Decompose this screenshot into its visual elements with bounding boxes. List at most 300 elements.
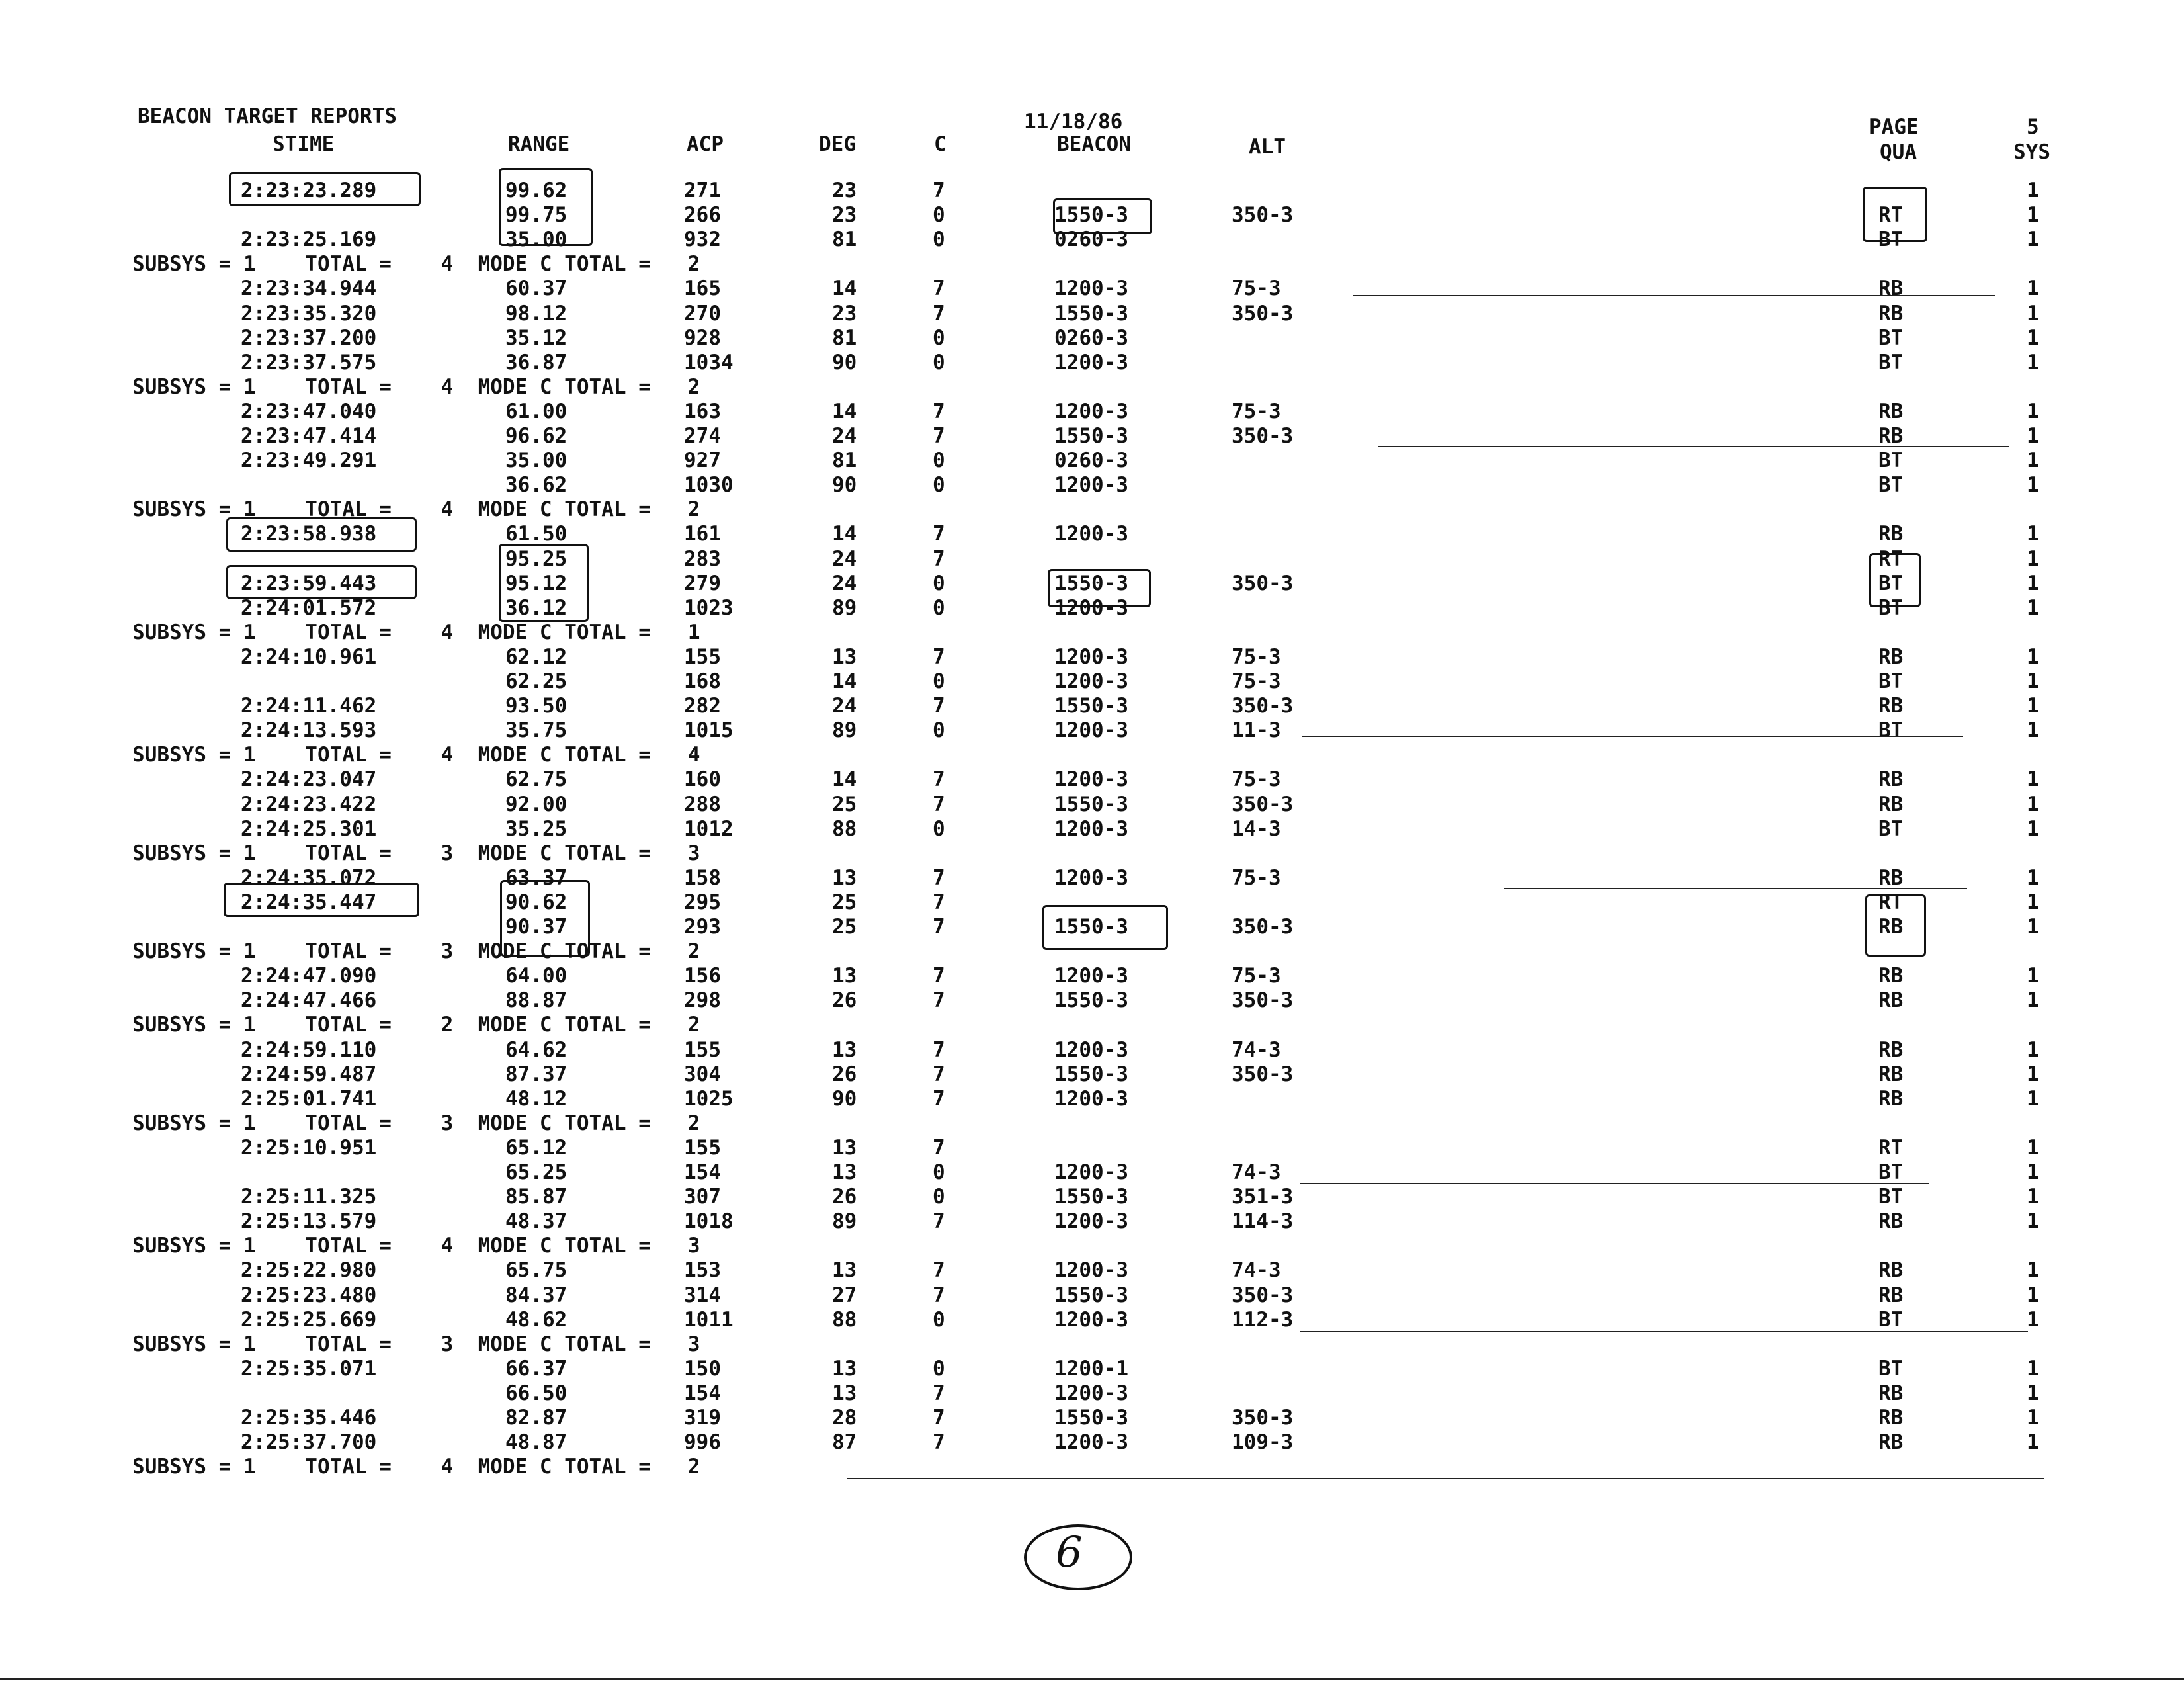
cell-beacon: 1550-3 [1054,1406,1128,1430]
cell-stime: 2:24:23.422 [241,792,377,816]
cell-acp: 274 [684,424,721,448]
cell-qua: BT [1878,449,1904,473]
cell-stime: 2:23:47.414 [241,424,377,448]
cell-beacon: 1550-3 [1054,301,1128,325]
cell-acp: 150 [684,1356,721,1381]
cell-beacon: 1200-3 [1054,1037,1128,1062]
cell-acp: 270 [684,301,721,325]
cell-sys: 1 [2027,546,2039,571]
cell-stime: 2:25:37.700 [241,1430,377,1455]
cell-acp: 155 [684,644,721,669]
handwritten-page-number: 6 [1056,1528,1083,1577]
cell-qua: RB [1878,522,1904,546]
cell-qua: RB [1878,694,1904,718]
cell-range: 48.62 [505,1307,567,1332]
cell-qua: RB [1878,301,1904,325]
cell-range: 62.25 [505,669,567,693]
col-header-qua: QUA [1880,140,1917,164]
cell-deg: 13 [832,1037,857,1062]
cell-deg: 14 [832,399,857,423]
cell-range: 62.12 [505,644,567,669]
cell-c: 7 [933,694,945,718]
cell-deg: 25 [832,792,857,816]
table-row [0,1209,2184,1233]
table-row [0,1283,2184,1307]
cell-alt: 11-3 [1232,718,1281,743]
cell-c: 0 [933,473,945,497]
cell-range: 66.50 [505,1381,567,1405]
cell-stime: 2:25:10.951 [241,1135,377,1160]
cell-qua: RB [1878,1381,1904,1405]
cell-beacon: 1200-3 [1054,816,1128,841]
col-header-alt: ALT [1249,135,1286,159]
cell-qua: RB [1878,1283,1904,1307]
cell-range: 48.87 [505,1430,567,1455]
cell-beacon: 1550-3 [1054,694,1128,718]
page-label: PAGE [1869,115,1919,139]
cell-range: 84.37 [505,1283,567,1307]
cell-stime: 2:24:47.090 [241,964,377,988]
col-header-stime: STIME [273,132,335,156]
cell-qua: RB [1878,424,1904,448]
cell-deg: 26 [832,988,857,1013]
cell-qua: RB [1878,1258,1904,1283]
table-row [0,1087,2184,1111]
table-row [0,1406,2184,1430]
cell-qua: RB [1878,1209,1904,1234]
cell-qua: BT [1878,1185,1904,1209]
cell-alt: 75-3 [1232,767,1281,792]
cell-qua: RB [1878,1430,1904,1455]
cell-alt: 75-3 [1232,644,1281,669]
cell-acp: 158 [684,865,721,890]
subsys-total-row [0,1455,2184,1479]
cell-qua: RT [1878,546,1904,571]
table-row [0,1160,2184,1184]
cell-acp: 314 [684,1283,721,1307]
subsys-total-row [0,252,2184,276]
cell-deg: 81 [832,449,857,473]
cell-range: 36.87 [505,350,567,374]
cell-alt: 350-3 [1232,424,1294,448]
cell-deg: 14 [832,522,857,546]
cell-range: 93.50 [505,694,567,718]
cell-qua: BT [1878,1356,1904,1381]
cell-deg: 23 [832,179,857,202]
page-bottom-edge [0,1678,2184,1680]
cell-acp: 271 [684,179,721,202]
cell-alt: 350-3 [1232,694,1294,718]
cell-alt: 350-3 [1232,1062,1294,1086]
cell-c: 0 [933,1356,945,1381]
cell-stime: 2:25:23.480 [241,1283,377,1307]
cell-sys: 1 [2027,1406,2039,1430]
cell-sys: 1 [2027,964,2039,988]
cell-range: 62.75 [505,767,567,792]
cell-range: 90.37 [505,915,567,939]
handwritten-box [1048,569,1151,607]
cell-c: 7 [933,890,945,914]
cell-beacon: 1200-3 [1054,1307,1128,1332]
cell-sys: 1 [2027,424,2039,448]
cell-acp: 155 [684,1037,721,1062]
cell-deg: 14 [832,277,857,301]
cell-alt: 350-3 [1232,1283,1294,1307]
table-row [0,277,2184,300]
subsys-total-row [0,1332,2184,1356]
cell-acp: 155 [684,1135,721,1160]
cell-beacon: 1200-3 [1054,473,1128,497]
cell-stime: 2:24:10.961 [241,644,377,669]
cell-sys: 1 [2027,865,2039,890]
table-row [0,424,2184,448]
cell-sys: 1 [2027,1283,2039,1307]
cell-range: 63.37 [505,865,567,890]
cell-sys: 1 [2027,1356,2039,1381]
subsys-total-text: SUBSYS = 1 TOTAL = 3 MODE C TOTAL = 3 [132,1332,700,1356]
subsys-total-row [0,1234,2184,1258]
cell-range: 48.12 [505,1086,567,1111]
cell-alt: 351-3 [1232,1185,1294,1209]
cell-beacon: 1200-3 [1054,669,1128,693]
cell-sys: 1 [2027,449,2039,473]
cell-qua: BT [1878,571,1904,595]
cell-sys: 1 [2027,350,2039,374]
cell-beacon: 1200-3 [1054,399,1128,423]
cell-acp: 304 [684,1062,721,1086]
table-row [0,473,2184,497]
table-row [0,1038,2184,1062]
subsys-total-row [0,375,2184,399]
cell-beacon: 1200-3 [1054,1258,1128,1283]
cell-alt: 350-3 [1232,203,1294,228]
subsys-total-row [0,743,2184,767]
cell-c: 7 [933,1258,945,1283]
cell-deg: 14 [832,767,857,792]
table-row [0,645,2184,669]
cell-range: 95.25 [505,546,567,571]
table-row [0,817,2184,841]
cell-sys: 1 [2027,1258,2039,1283]
cell-acp: 928 [684,325,721,350]
cell-range: 35.00 [505,228,567,252]
cell-qua: RB [1878,277,1904,301]
table-row [0,326,2184,350]
cell-beacon: 1550-3 [1054,424,1128,448]
table-row [0,964,2184,988]
cell-deg: 81 [832,228,857,252]
handwritten-line [1300,1331,2028,1332]
cell-sys: 1 [2027,792,2039,816]
table-row [0,1381,2184,1405]
cell-qua: RB [1878,1037,1904,1062]
cell-range: 61.50 [505,522,567,546]
cell-range: 96.62 [505,424,567,448]
cell-sys: 1 [2027,767,2039,792]
subsys-total-text: SUBSYS = 1 TOTAL = 4 MODE C TOTAL = 2 [132,374,700,399]
cell-qua: BT [1878,816,1904,841]
cell-acp: 1025 [684,1086,734,1111]
cell-acp: 1015 [684,718,734,743]
cell-stime: 2:25:25.669 [241,1307,377,1332]
cell-sys: 1 [2027,988,2039,1013]
cell-stime: 2:23:37.200 [241,325,377,350]
cell-stime: 2:23:47.040 [241,399,377,423]
cell-range: 82.87 [505,1406,567,1430]
cell-stime: 2:25:35.071 [241,1356,377,1381]
cell-c: 7 [933,1209,945,1234]
cell-alt: 75-3 [1232,277,1281,301]
cell-beacon: 1200-3 [1054,595,1128,620]
cell-beacon: 0260-3 [1054,325,1128,350]
subsys-total-text: SUBSYS = 1 TOTAL = 4 MODE C TOTAL = 3 [132,1234,700,1258]
cell-beacon: 1200-3 [1054,1381,1128,1405]
cell-c: 7 [933,1283,945,1307]
col-header-beacon: BEACON [1057,132,1131,156]
cell-sys: 1 [2027,203,2039,228]
cell-acp: 307 [684,1185,721,1209]
cell-deg: 88 [832,1307,857,1332]
cell-alt: 350-3 [1232,301,1294,325]
cell-qua: RB [1878,644,1904,669]
cell-c: 0 [933,595,945,620]
cell-deg: 23 [832,301,857,325]
cell-acp: 1030 [684,473,734,497]
cell-stime: 2:25:11.325 [241,1185,377,1209]
cell-acp: 293 [684,915,721,939]
cell-acp: 1034 [684,350,734,374]
cell-qua: BT [1878,718,1904,743]
cell-stime: 2:24:13.593 [241,718,377,743]
cell-c: 7 [933,792,945,816]
table-row [0,351,2184,374]
cell-qua: BT [1878,350,1904,374]
cell-stime: 2:23:58.938 [241,522,377,546]
cell-c: 7 [933,179,945,202]
cell-c: 7 [933,1037,945,1062]
cell-c: 0 [933,203,945,228]
cell-stime: 2:23:34.944 [241,277,377,301]
cell-acp: 1011 [684,1307,734,1332]
cell-range: 36.62 [505,473,567,497]
handwritten-line [1302,736,1963,737]
cell-qua: RB [1878,792,1904,816]
cell-c: 0 [933,350,945,374]
cell-range: 98.12 [505,301,567,325]
cell-alt: 74-3 [1232,1258,1281,1283]
cell-deg: 13 [832,1356,857,1381]
cell-beacon: 1200-3 [1054,644,1128,669]
cell-acp: 154 [684,1381,721,1405]
handwritten-line [847,1478,2044,1479]
table-row [0,1308,2184,1332]
cell-c: 7 [933,1406,945,1430]
cell-qua: BT [1878,669,1904,693]
cell-stime: 2:23:25.169 [241,228,377,252]
cell-deg: 87 [832,1430,857,1455]
table-row [0,449,2184,472]
table-row [0,302,2184,325]
col-header-sys: SYS [2013,140,2050,164]
cell-sys: 1 [2027,1307,2039,1332]
table-row [0,1430,2184,1454]
cell-sys: 1 [2027,595,2039,620]
cell-stime: 2:25:22.980 [241,1258,377,1283]
cell-stime: 2:23:35.320 [241,301,377,325]
cell-acp: 279 [684,571,721,595]
cell-beacon: 1550-3 [1054,915,1128,939]
cell-sys: 1 [2027,816,2039,841]
handwritten-box [500,880,590,957]
table-row [0,400,2184,423]
cell-range: 92.00 [505,792,567,816]
subsys-total-text: SUBSYS = 1 TOTAL = 3 MODE C TOTAL = 2 [132,1111,700,1135]
cell-range: 95.12 [505,571,567,595]
cell-c: 7 [933,915,945,939]
cell-deg: 14 [832,669,857,693]
cell-acp: 288 [684,792,721,816]
handwritten-box [499,544,589,622]
handwritten-box [1863,187,1927,242]
cell-qua: BT [1878,1307,1904,1332]
cell-sys: 1 [2027,1430,2039,1455]
cell-alt: 74-3 [1232,1160,1281,1184]
cell-alt: 75-3 [1232,964,1281,988]
table-row [0,793,2184,816]
cell-deg: 13 [832,865,857,890]
cell-beacon: 0260-3 [1054,449,1128,473]
cell-beacon: 1550-3 [1054,1062,1128,1086]
cell-deg: 81 [832,325,857,350]
cell-c: 7 [933,424,945,448]
cell-beacon: 1550-3 [1054,571,1128,595]
subsys-total-text: SUBSYS = 1 TOTAL = 4 MODE C TOTAL = 2 [132,497,700,522]
cell-range: 64.62 [505,1037,567,1062]
cell-range: 35.12 [505,325,567,350]
cell-stime: 2:24:35.447 [241,890,377,914]
cell-beacon: 1200-3 [1054,718,1128,743]
cell-deg: 89 [832,1209,857,1234]
cell-c: 0 [933,718,945,743]
cell-stime: 2:25:35.446 [241,1406,377,1430]
cell-beacon: 1200-3 [1054,350,1128,374]
cell-qua: RB [1878,1406,1904,1430]
cell-c: 0 [933,325,945,350]
cell-sys: 1 [2027,1062,2039,1086]
cell-acp: 932 [684,228,721,252]
handwritten-box [1865,894,1926,957]
cell-beacon: 1200-3 [1054,1430,1128,1455]
handwritten-box [226,565,417,599]
cell-qua: RB [1878,964,1904,988]
cell-acp: 295 [684,890,721,914]
cell-beacon: 1200-3 [1054,1086,1128,1111]
cell-range: 87.37 [505,1062,567,1086]
cell-c: 7 [933,865,945,890]
cell-range: 35.00 [505,449,567,473]
cell-range: 88.87 [505,988,567,1013]
cell-c: 7 [933,1381,945,1405]
cell-stime: 2:25:13.579 [241,1209,377,1234]
cell-deg: 13 [832,1381,857,1405]
handwritten-box [1042,905,1168,950]
cell-range: 85.87 [505,1185,567,1209]
cell-alt: 109-3 [1232,1430,1294,1455]
col-header-range: RANGE [508,132,570,156]
cell-c: 7 [933,301,945,325]
report-title: BEACON TARGET REPORTS [138,105,397,128]
cell-sys: 1 [2027,1381,2039,1405]
handwritten-line [1378,446,2009,447]
cell-c: 0 [933,1160,945,1184]
handwritten-box [226,517,417,552]
table-row [0,1258,2184,1282]
col-header-c: C [934,132,946,156]
cell-qua: BT [1878,325,1904,350]
cell-stime: 2:24:25.301 [241,816,377,841]
cell-alt: 74-3 [1232,1037,1281,1062]
subsys-total-text: SUBSYS = 1 TOTAL = 3 MODE C TOTAL = 2 [132,939,700,964]
cell-sys: 1 [2027,571,2039,595]
cell-sys: 1 [2027,1086,2039,1111]
cell-acp: 1023 [684,595,734,620]
cell-qua: BT [1878,595,1904,620]
cell-range: 35.25 [505,816,567,841]
cell-range: 60.37 [505,277,567,301]
cell-deg: 27 [832,1283,857,1307]
cell-deg: 23 [832,203,857,228]
cell-sys: 1 [2027,1185,2039,1209]
cell-c: 7 [933,964,945,988]
cell-stime: 2:24:01.572 [241,595,377,620]
cell-stime: 2:24:47.466 [241,988,377,1013]
cell-alt: 114-3 [1232,1209,1294,1234]
cell-c: 0 [933,571,945,595]
cell-beacon: 0260-3 [1054,228,1128,252]
cell-sys: 1 [2027,473,2039,497]
cell-c: 7 [933,1430,945,1455]
cell-sys: 1 [2027,718,2039,743]
cell-deg: 88 [832,816,857,841]
subsys-total-text: SUBSYS = 1 TOTAL = 2 MODE C TOTAL = 2 [132,1013,700,1037]
cell-sys: 1 [2027,694,2039,718]
cell-deg: 13 [832,1258,857,1283]
cell-beacon: 1550-3 [1054,203,1128,228]
handwritten-box [1869,553,1921,607]
handwritten-box [229,172,421,206]
cell-stime: 2:23:37.575 [241,350,377,374]
cell-acp: 160 [684,767,721,792]
cell-acp: 163 [684,399,721,423]
cell-c: 7 [933,644,945,669]
cell-deg: 25 [832,890,857,914]
cell-sys: 1 [2027,890,2039,914]
cell-stime: 2:23:59.443 [241,571,377,595]
subsys-total-text: SUBSYS = 1 TOTAL = 3 MODE C TOTAL = 3 [132,841,700,865]
cell-qua: RB [1878,915,1904,939]
cell-qua: RT [1878,890,1904,914]
handwritten-line [1504,888,1967,889]
cell-sys: 1 [2027,915,2039,939]
cell-deg: 26 [832,1185,857,1209]
table-row [0,1357,2184,1381]
cell-alt: 350-3 [1232,988,1294,1013]
cell-alt: 75-3 [1232,865,1281,890]
cell-c: 7 [933,1062,945,1086]
cell-beacon: 1200-3 [1054,277,1128,301]
cell-deg: 89 [832,595,857,620]
cell-beacon: 1550-3 [1054,988,1128,1013]
